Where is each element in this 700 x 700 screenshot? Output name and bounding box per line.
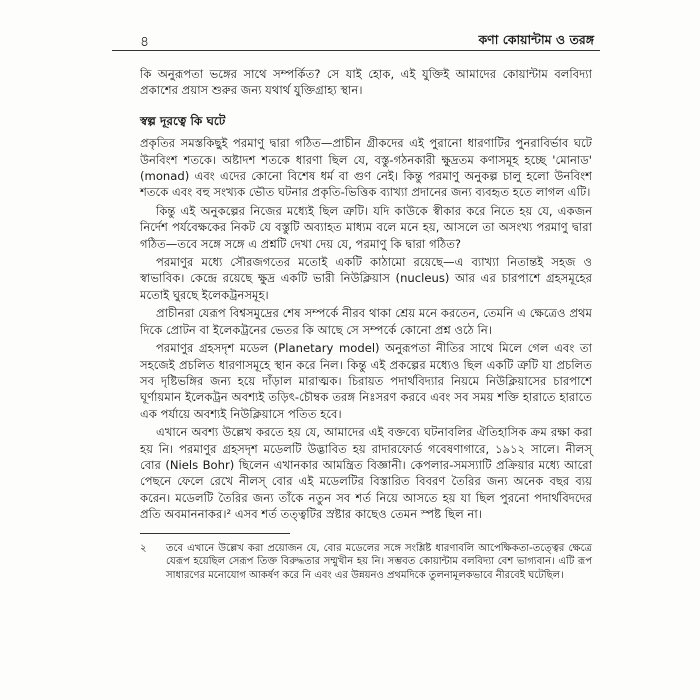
page-number: ৪ <box>140 34 150 50</box>
paragraph-1: কি অনুরূপতা ভঙ্গের সাথে সম্পর্কিত? সে যাই হোক, এই যুক্তিই আমাদের কোয়ান্টাম বলবিদ্যা প্রকাশের প্রয়াস শুরুর জন্য যথার্থ যুক্তিগ্রাহ্য স্থান। <box>140 67 592 98</box>
section-heading: স্বল্প দূরত্বে কি ঘটে <box>140 113 226 128</box>
running-title: কণা কোয়ান্টাম ও তরঙ্গ <box>478 32 594 47</box>
paragraph-7: এখানে অবশ্য উল্লেখ করতে হয় যে, আমাদের এই বক্তব্যে ঘটনাবলির ঐতিহাসিক ক্রম রক্ষা করা হয় নি। পরমাণুর গ্রহসদৃশ মডেলটি উদ্ভাবিত হয় রাদারফোর্ড গবেষণাগারে, ১৯১২ সালে। নীলস্ বোর (Niels Bohr) ছিলেন এখানকার আমন্ত্রিত বিজ্ঞানী। কেপলার-সমস্যাটি প্রক্রিয়ার মধ্যে আরো পেছনে ফেলে রেখে নীলস্ বোর এই মডেলটির বিস্তারিত বিবরণ তৈরির জন্য অনেক বছর ব্যয় করেন। মডেলটি তৈরির জন্য তাঁকে নতুন সব শর্ত নিয়ে আসতে হয় যা ছিল পুরনো পদার্থবিদদের প্রতি অবমাননাকর।² এসব শর্ত তত্ত্বটির স্রষ্টার কাছেও তেমন স্পষ্ট ছিল না। <box>140 425 592 522</box>
paragraph-4: পরমাণুর মধ্যে সৌরজগতের মতোই একটি কাঠামো রয়েছে—এ ব্যাখ্যা নিতান্তই সহজ ও স্বাভাবিক। কেন্দ্রে রয়েছে ক্ষুদ্র একটি ভারী নিউক্লিয়াস (nucleus) আর এর চারপাশে গ্রহসমূহের মতোই ঘুরছে ইলেকট্রনসমূহ। <box>140 255 592 302</box>
footnote-text: তবে এখানে উল্লেখ করা প্রয়োজন যে, বোর মডেলের সঙ্গে সংশ্লিষ্ট ধারণাবলি আপেক্ষিকতা-তত্ত্বের ক্ষেত্রে যেরূপ হয়েছিল সেরূপ তিক্ত বিরুদ্ধতার সম্মুখীন হয় নি। সম্ভবত কোয়ান্টাম বলবিদ্যা বেশ ভাগ্যবান। এটি রূপ সাধারণের মনোযোগ আকর্ষণ করে নি এবং এর উন্নয়নও প্রথমদিকে তুলনামূলকভাবে নীরবেই ঘটেছিল। <box>166 542 592 582</box>
footnote <box>140 542 592 583</box>
footnote-divider <box>140 533 290 534</box>
paragraph-5: প্রাচীনরা যেরূপ বিশ্বসমুদ্রের শেষ সম্পর্কে নীরব থাকা শ্রেয় মনে করতেন, তেমনি এ ক্ষেত্রেও প্রথম দিকে প্রোটন বা ইলেকট্রনের ভেতর কি আছে সে সম্পর্কে কোনো প্রশ্ন ওঠে নি। <box>140 306 592 337</box>
paragraph-2: প্রকৃতির সমস্তকিছুই পরমাণু দ্বারা গঠিত—প্রাচীন গ্রীকদের এই পুরানো ধারণাটির পুনরাবির্ভাব ঘটে উনবিংশ শতকে। অষ্টাদশ শতকে ধারণা ছিল যে, বস্তু-গঠনকারী ক্ষুদ্রতম কণাসমূহ হচ্ছে 'মোনাড' (monad) এবং এদের কোনো বিশেষ ধর্ম বা গুণ নেই। কিন্তু পরমাণু অনুকল্প চালু হলো উনবিংশ শতকে এবং বহু সংখ্যক ভৌত ঘটনার প্রকৃতি-ভিত্তিক ব্যাখ্যা প্রদানের জন্য ব্যবহৃত হতে লাগল এটি। <box>140 136 592 200</box>
body-text <box>140 66 592 583</box>
page-header <box>112 28 600 51</box>
paragraph-6: পরমাণুর গ্রহসদৃশ মডেল (Planetary model) অনুরূপতা নীতির সাথে মিলে গেল এবং তা সহজেই প্রচলিত ধারণাসমূহে স্থান করে নিল। কিন্তু এই প্রকল্পের মধ্যেও ছিল একটি ত্রুটি যা প্রচলিত সব দৃষ্টিভঙ্গির জন্য হয়ে দাঁড়াল মারাত্মক। চিরায়ত পদার্থবিদ্যার নিয়মে নিউক্লিয়াসের চারপাশে ঘূর্ণায়মান ইলেকট্রন অবশ্যই তড়িৎ-চৌম্বক তরঙ্গ নিঃসরণ করবে এবং সব সময় শক্তি হারাতে হারাতে এক পর্যায়ে অবশ্যই নিউক্লিয়াসে পতিত হবে। <box>140 341 592 421</box>
footnote-mark: ২ <box>140 542 147 554</box>
paragraph-3: কিন্তু এই অনুকল্পের নিজের মধ্যেই ছিল ত্রুটি। যদি কাউকে স্বীকার করে নিতে হয় যে, একজন নির্দেশ পর্যবেক্ষকের নিকট যে বস্তুটি অব্যাহত মাধ্যম বলে মনে হয়, আসলে তা অসংখ্য পরমাণু দ্বারা গঠিত—তবে সঙ্গে সঙ্গে এ প্রশ্নটি দেখা দেয় যে, পরমাণু কি দ্বারা গঠিত? <box>140 203 592 251</box>
